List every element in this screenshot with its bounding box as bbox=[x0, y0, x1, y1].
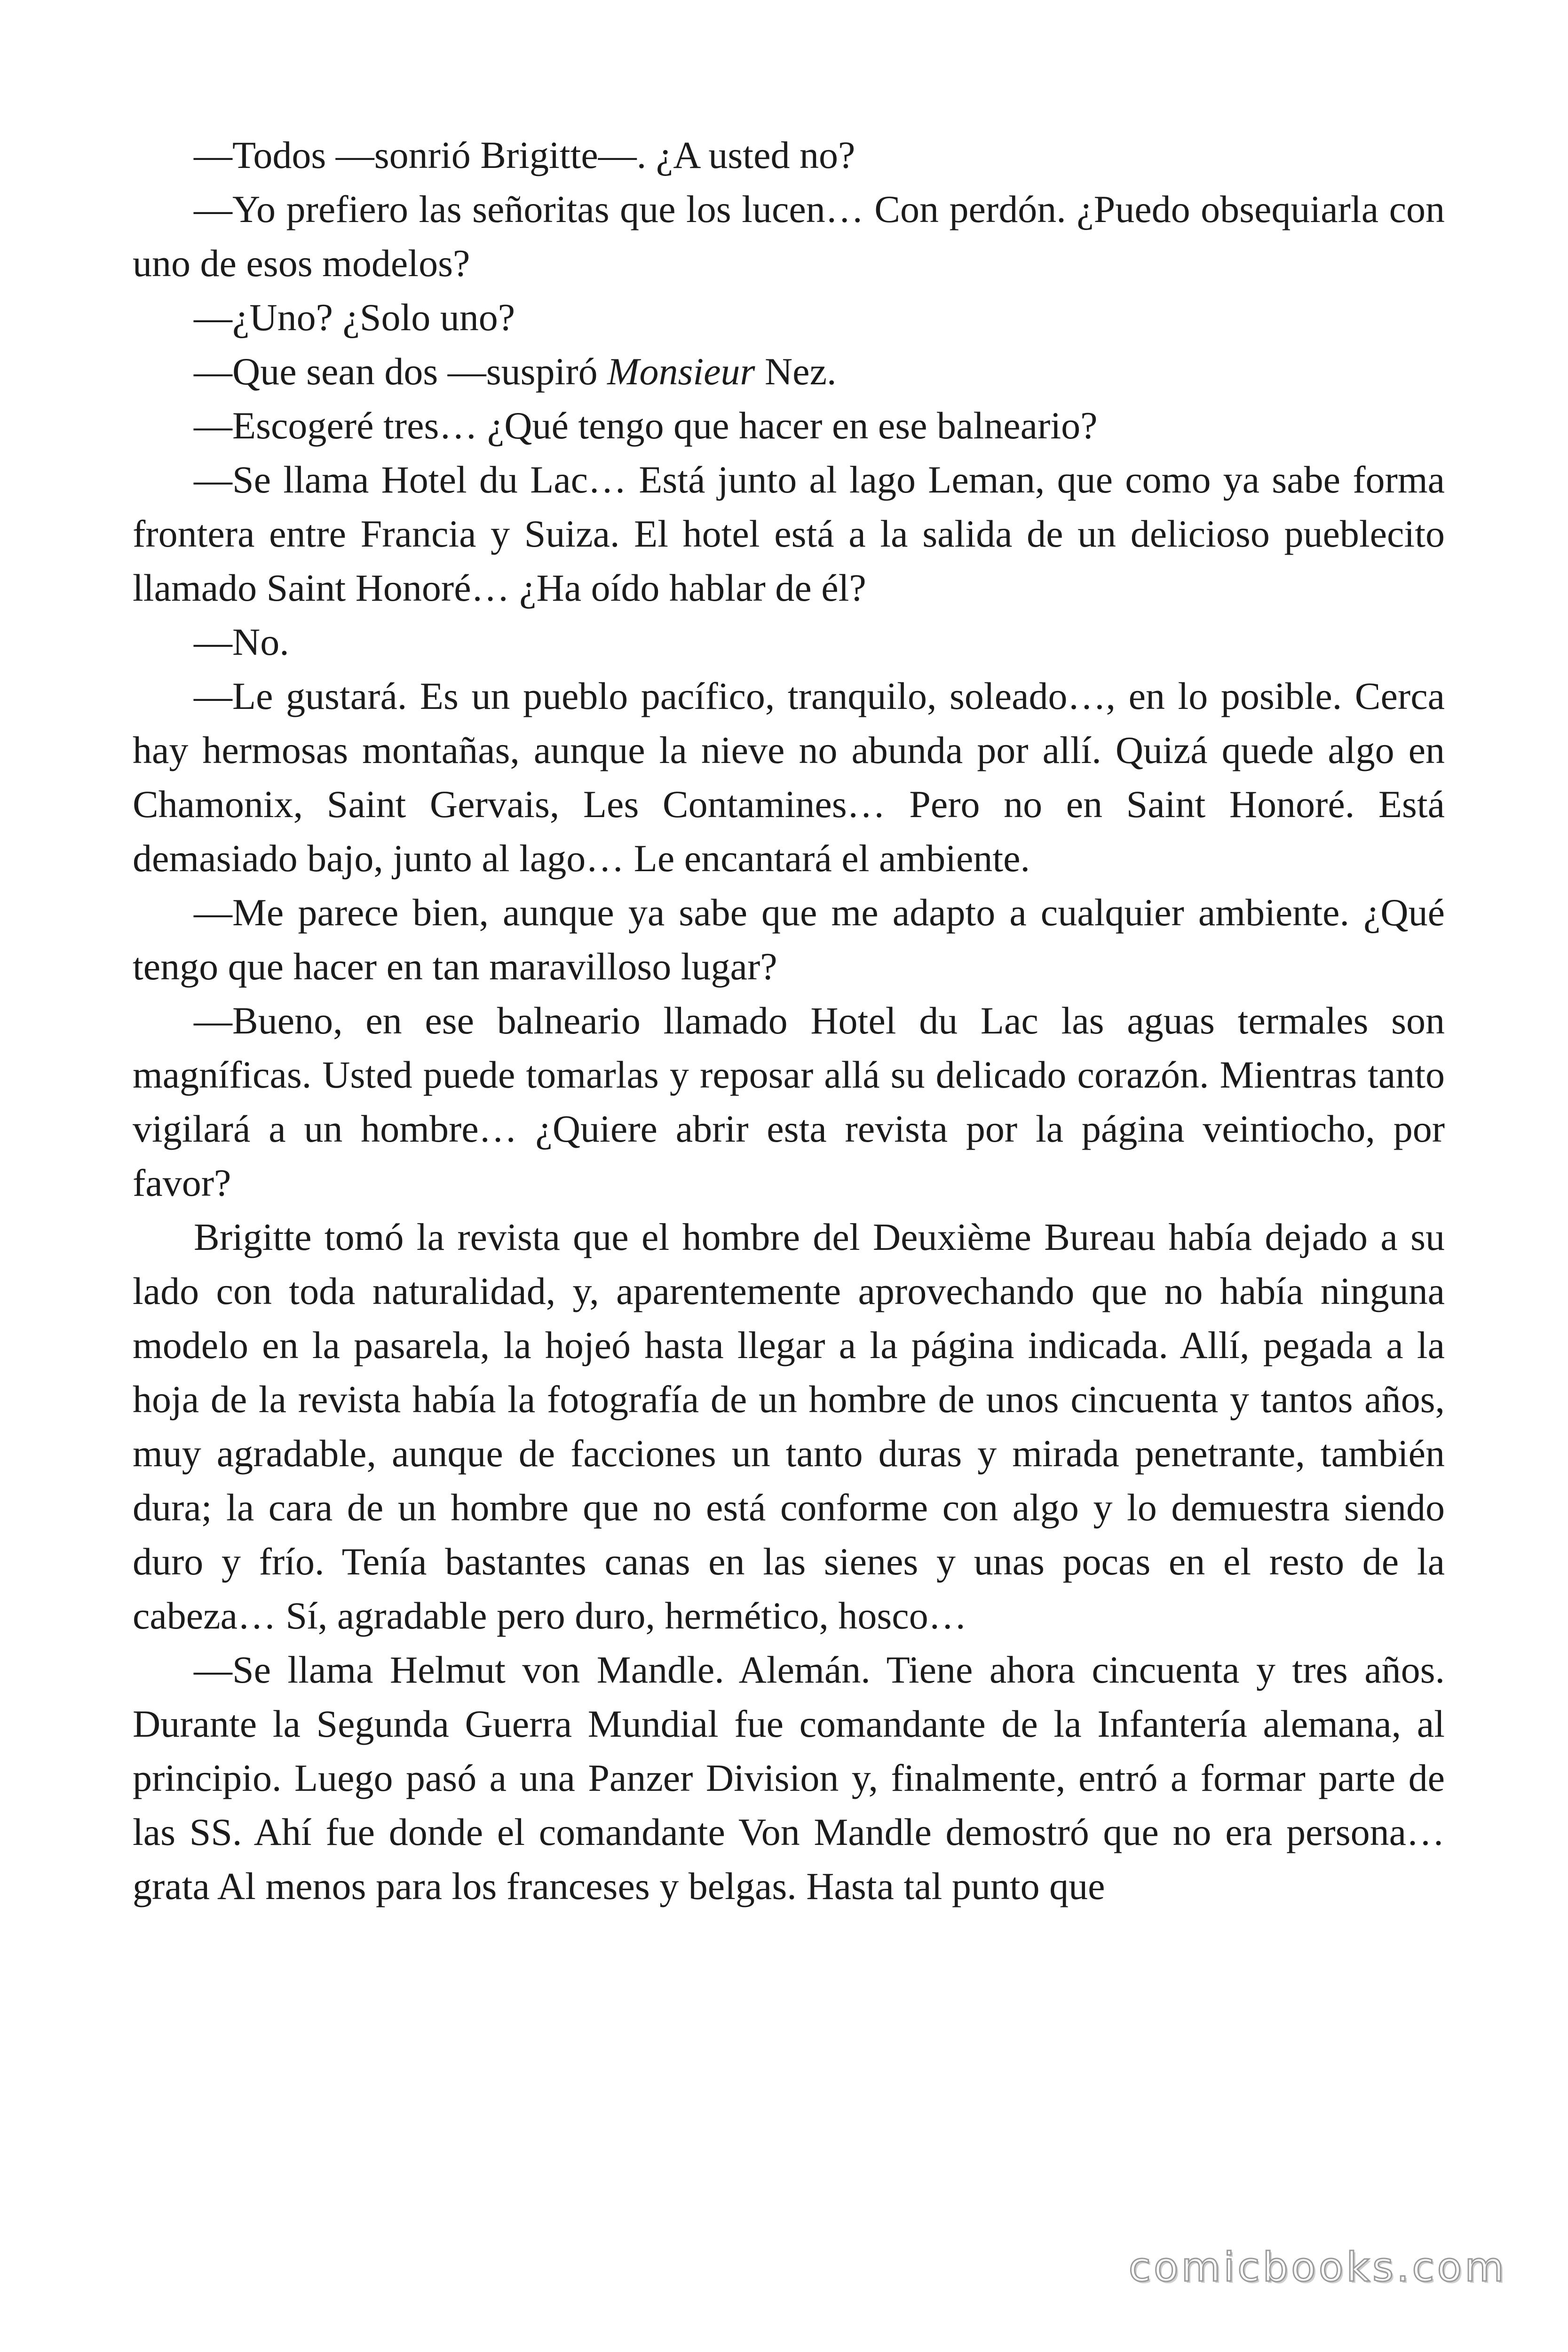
italic-word: Monsieur bbox=[607, 350, 755, 393]
paragraph: —Le gustará. Es un pueblo pacífico, tranquilo, soleado…, en lo posible. Cerca hay hermosas montañas, aunque la nieve no abunda por allí. Quizá quede algo en Chamonix, Saint Gervais, Les Contamines… Pero no en Saint Honoré. Está demasiado bajo, junto al lago… Le encantará el ambiente. bbox=[133, 675, 1445, 880]
paragraph-text: —Que sean dos —suspiró bbox=[194, 350, 608, 393]
paragraph: —Se llama Hotel du Lac… Está junto al lago Leman, que como ya sabe forma frontera entre Francia y Suiza. El hotel está a la salida de un delicioso pueblecito llamado Saint Honoré… ¿Ha oído hablar de él? bbox=[133, 458, 1445, 609]
paragraph: —Me parece bien, aunque ya sabe que me adapto a cualquier ambiente. ¿Qué tengo que hacer en tan maravilloso lugar? bbox=[133, 891, 1445, 988]
paragraph-text: Nez. bbox=[755, 350, 837, 393]
paragraph: —No. bbox=[194, 620, 289, 663]
paragraph: —Yo prefiero las señoritas que los lucen… Con perdón. ¿Puedo obsequiarla con uno de esos modelos? bbox=[133, 188, 1445, 285]
paragraph: —Se llama Helmut von Mandle. Alemán. Tiene ahora cincuenta y tres años. Durante la Segunda Guerra Mundial fue comandante de la Infantería alemana, al principio. Luego pasó a una Panzer Division y, finalmente, entró a formar parte de las SS. Ahí fue donde el comandante Von Mandle demostró que no era persona… grata Al menos para los franceses y belgas. Hasta tal punto que bbox=[133, 1648, 1445, 1907]
body-text bbox=[133, 128, 1445, 1913]
paragraph: Brigitte tomó la revista que el hombre del Deuxième Bureau había dejado a su lado con toda naturalidad, y, aparentemente aprovechando que no había ninguna modelo en la pasarela, la hojeó hasta llegar a la página indicada. Allí, pegada a la hoja de la revista había la fotografía de un hombre de unos cincuenta y tantos años, muy agradable, aunque de facciones un tanto duras y mirada penetrante, también dura; la cara de un hombre que no está conforme con algo y lo demuestra siendo duro y frío. Tenía bastantes canas en las sienes y unas pocas en el resto de la cabeza… Sí, agradable pero duro, hermético, hosco… bbox=[133, 1216, 1445, 1637]
paragraph bbox=[133, 344, 1445, 398]
paragraph: —¿Uno? ¿Solo uno? bbox=[194, 296, 515, 339]
paragraph: —Bueno, en ese balneario llamado Hotel du Lac las aguas termales son magníficas. Usted puede tomarlas y reposar allá su delicado corazón. Mientras tanto vigilará a un hombre… ¿Quiere abrir esta revista por la página veintiocho, por favor? bbox=[133, 999, 1445, 1204]
paragraph: —Todos —sonrió Brigitte—. ¿A usted no? bbox=[194, 134, 855, 176]
paragraph: —Escogeré tres… ¿Qué tengo que hacer en ese balneario? bbox=[194, 404, 1098, 447]
watermark: comicbooks.com bbox=[1128, 2244, 1507, 2291]
